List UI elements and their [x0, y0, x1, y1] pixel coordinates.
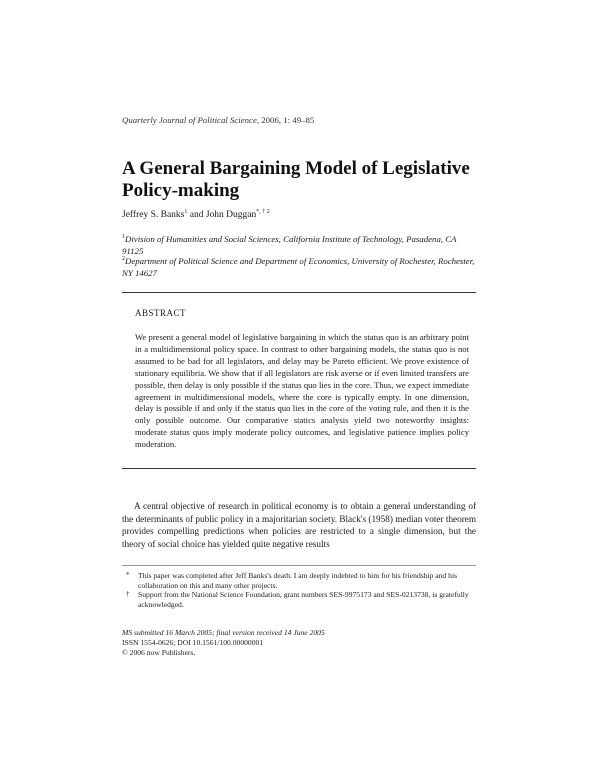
footnote-rule — [122, 565, 476, 566]
author-line — [122, 209, 270, 220]
abstract-bottom-rule — [122, 468, 476, 469]
issn-doi: ISSN 1554-0626; DOI 10.1561/100.00000001 — [122, 638, 264, 647]
affiliation-2-text: Department of Political Science and Department of Economics, University of Rochester, Rochester, NY 14627 — [122, 255, 475, 278]
abstract-heading: ABSTRACT — [135, 308, 187, 318]
affiliation-2 — [122, 253, 476, 279]
paper-title: A General Bargaining Model of Legislative Policy-making — [122, 158, 470, 201]
journal-citation — [122, 115, 314, 125]
publication-info — [122, 628, 325, 658]
footnote-1-text: This paper was completed after Jeff Banks's death. I am deeply indebted to him for his friendship and his collaboration on this and many other projects. — [138, 571, 458, 590]
footnote-1 — [126, 571, 476, 590]
affiliation-1-text: Division of Humanities and Social Sciences, California Institute of Technology, Pasadena, CA 91125 — [122, 233, 457, 256]
affiliation-1-mark: 1 — [122, 234, 125, 240]
author-2-marks: *, † 2 — [256, 209, 270, 215]
footnote-1-mark: * — [126, 571, 130, 579]
author-1: Jeffrey S. Banks — [122, 210, 185, 221]
footnote-2-mark: † — [126, 590, 130, 598]
author-1-mark: 1 — [184, 209, 188, 215]
body-paragraph: A central objective of research in political economy is to obtain a general understanding of the determinants of public policy in a majoritarian society. Black's (1958) median voter theorem provides compelling predictions when policies are restricted to a single dimension, but the theory of social choice has yielded quite negative results — [122, 501, 476, 549]
abstract-top-rule — [122, 292, 476, 293]
affiliation-2-mark: 2 — [122, 256, 125, 262]
journal-issue: , 2006, 1: 49–85 — [256, 115, 315, 125]
abstract-text: We present a general model of legislative bargaining in which the status quo is an arbitrary point in a multidimensional policy space. In contrast to other bargaining models, the status quo is not assumed to be bad for all legislators, and delay may be Pareto efficient. We prove existence of stationary equilibria. We show that if all legislators are risk averse or if even limited transfers are possible, then delay is only possible if the status quo lies in the core. Thus, we expect immediate agreement in multidimensional models, where the core is typically empty. In one dimension, delay is possible if and only if the status quo lies in the core of the voting rule, and then it is the only possible outcome. Our comparative statics analysis yield two noteworthy insights: moderate status quos imply moderate policy outcomes, and legislative patience implies policy moderation. — [135, 332, 469, 450]
footnote-2-text: Support from the National Science Foundation, grant numbers SES-9975173 and SES-0213738, is gratefully acknowledged. — [138, 590, 469, 609]
submission-dates: MS submitted 16 March 2005; final version received 14 June 2005 — [122, 628, 325, 637]
copyright: © 2006 now Publishers. — [122, 648, 196, 657]
author-2: and John Duggan — [187, 210, 257, 221]
footnote-2 — [126, 590, 476, 609]
journal-name: Quarterly Journal of Political Science — [122, 115, 257, 125]
